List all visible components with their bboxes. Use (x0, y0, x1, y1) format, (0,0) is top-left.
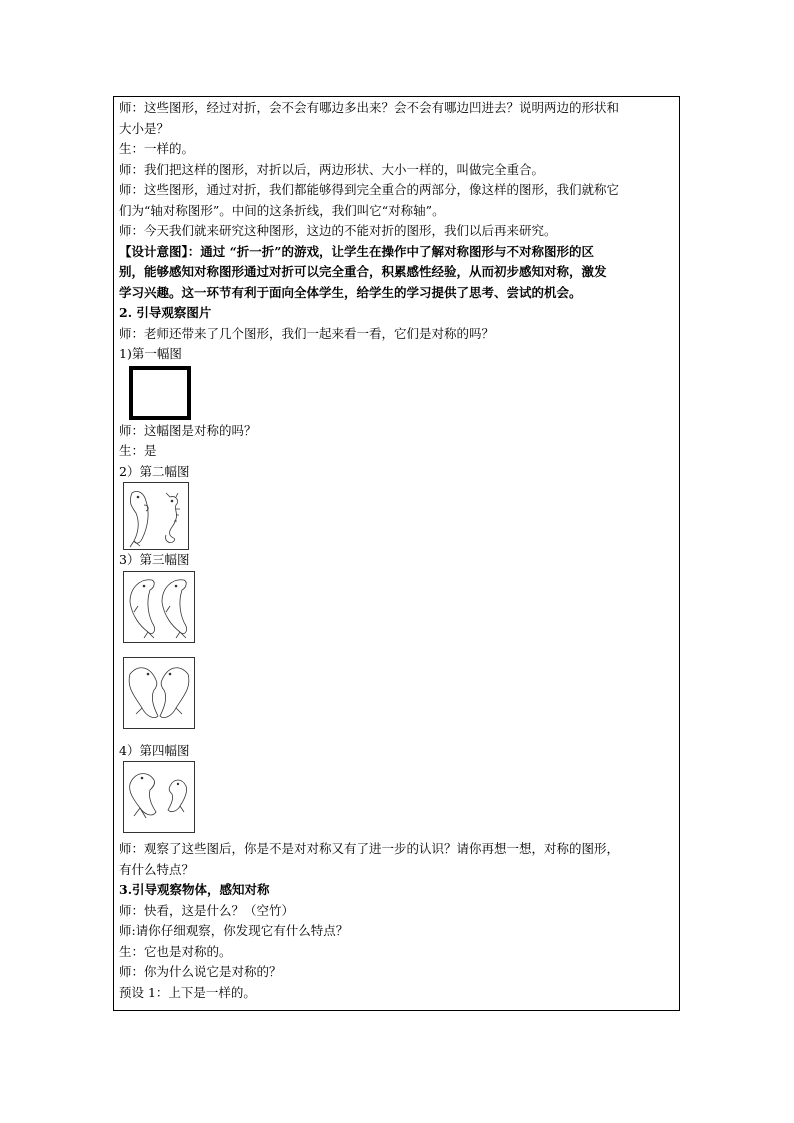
design-intent-line: 学习兴趣。这一环节有利于面向全体学生，给学生的学习提供了思考、尝试的机会。 (119, 284, 582, 300)
text-line: 1)第一幅图 (119, 346, 182, 361)
text-line: 有什么特点？ (119, 861, 195, 877)
text-line: 师：这些图形，通过对折，我们都能够得到完全重合的两部分，像这样的图形，我们就称它 (119, 182, 620, 197)
text-line: 预设 1：上下是一样的。 (119, 984, 256, 1000)
design-intent-line: 别，能够感知对称图形通过对折可以完全重合，积累感性经验，从而初步感知对称，激发 (119, 264, 607, 279)
dolphin-seahorse-figure (123, 482, 189, 550)
text-line: 2）第二幅图 (119, 463, 190, 479)
text-line: 生：一样的。 (119, 141, 195, 156)
text-line: 4）第四幅图 (119, 742, 190, 758)
text-line: 生：它也是对称的。 (119, 943, 232, 959)
section-heading: 3.引导观察物体，感知对称 (119, 882, 270, 897)
text-line: 们为“轴对称图形”。中间的这条折线，我们叫它“对称轴”。 (119, 202, 445, 218)
text-line: 师：这些图形，经过对折，会不会有哪边多出来？会不会有哪边凹进去？说明两边的形状和 (119, 100, 620, 115)
text-line: 大小是？ (119, 120, 170, 136)
text-line: 生：是 (119, 443, 157, 458)
text-line: 师：快看，这是什么？（空竹） (119, 902, 295, 918)
document-content (119, 98, 677, 1003)
design-intent-line: 【设计意图】：通过 “折一折”的游戏，让学生在操作中了解对称图形与不对称图形的区 (119, 243, 594, 259)
facing-dolphins-figure (123, 657, 195, 729)
text-line: 师：今天我们就来研究这种图形，这边的不能对折的图形，我们以后再来研究。 (119, 223, 557, 238)
section-heading: 2. 引导观察图片 (119, 305, 212, 320)
text-line: 师：你为什么说它是对称的？ (119, 964, 282, 979)
two-dolphins-figure (123, 571, 195, 643)
text-line: 师：这幅图是对称的吗？ (119, 422, 257, 438)
unequal-dolphins-figure (123, 761, 195, 833)
text-line: 师:请你仔细观察，你发现它有什么特点？ (119, 923, 349, 938)
text-line: 3）第三幅图 (119, 552, 190, 567)
text-line: 师：我们把这样的图形，对折以后，两边形状、大小一样的，叫做完全重合。 (119, 161, 545, 177)
square-figure (125, 365, 191, 421)
text-line: 师：老师还带来了几个图形，我们一起来看一看，它们是对称的吗？ (119, 325, 495, 341)
text-line: 师：观察了这些图后，你是不是对对称又有了进一步的认识？请你再想一想，对称的图形， (119, 841, 620, 856)
